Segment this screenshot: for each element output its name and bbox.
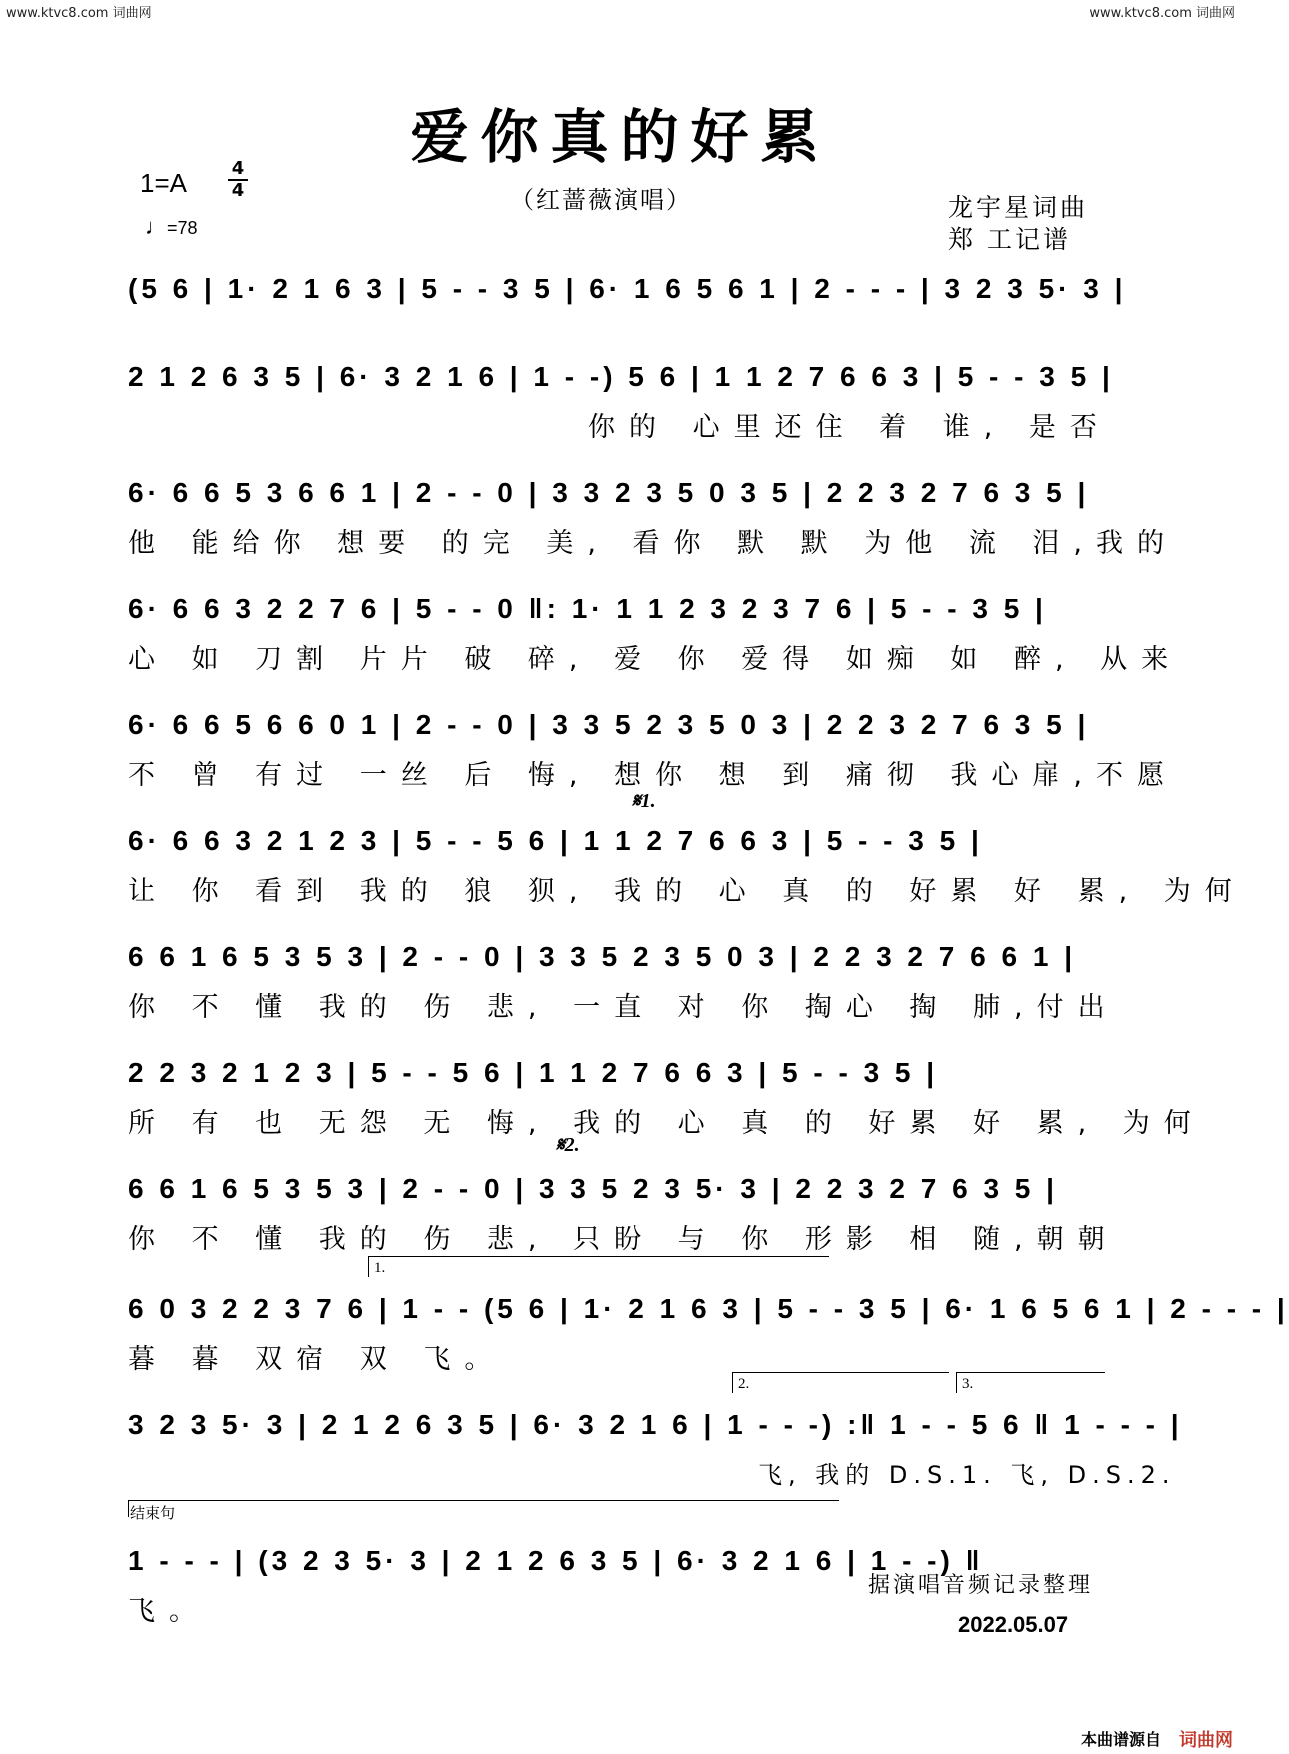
key-signature: 1=A <box>140 168 187 198</box>
notes-line: 6 0 3 2 2 3 7 6 | 1 - - (5 6 | 1· 2 1 6 3 | 5 - - 3 5 | 6· 1 6 5 6 1 | 2 - - - | <box>128 1293 1289 1324</box>
segno-1-marker: 𝄋1. <box>632 790 656 812</box>
notes-line: 6· 6 6 5 3 6 6 1 | 2 - - 0 | 3 3 2 3 5 0 3 5 | 2 2 3 2 7 6 3 5 | <box>128 477 1090 508</box>
score-row-8 <box>128 1048 1205 1142</box>
notes-line: 6 6 1 6 5 3 5 3 | 2 - - 0 | 3 3 5 2 3 5· 3 | 2 2 3 2 7 6 3 5 | <box>128 1173 1058 1204</box>
score-row-3 <box>128 468 1178 562</box>
source-label: 本曲谱源自 <box>1080 1730 1161 1749</box>
notes-line: 2 2 3 2 1 2 3 | 5 - - 5 6 | 1 1 2 7 6 6 3 | 5 - - 3 5 | <box>128 1057 939 1088</box>
notes-line: 3 2 3 5· 3 | 2 1 2 6 3 5 | 6· 3 2 1 6 | 1 - - -) :‖ 1 - - 5 6 ‖ 1 - - - | <box>128 1409 1183 1440</box>
performer: （红蔷薇演唱） <box>510 186 692 214</box>
watermark-right: www.ktvc8.com 词曲网 <box>1089 6 1235 21</box>
coda-label: 结束句 <box>130 1504 176 1522</box>
lyrics-line: 你 不 懂 我的 伤 悲, 一直 对 你 掏心 掏 肺,付出 <box>128 991 1119 1023</box>
lyrics-line: 不 曾 有过 一丝 后 悔, 想你 想 到 痛彻 我心扉,不愿 <box>128 759 1178 791</box>
brand-logo[interactable]: 词曲网 <box>1179 1730 1233 1751</box>
ending-3-label: 3. <box>962 1376 974 1392</box>
score-row-4 <box>128 584 1183 678</box>
quarter-note-icon: ♩ <box>145 214 167 239</box>
ending-1-bracket <box>368 1256 829 1277</box>
lyrics-line: 你 不 懂 我的 伤 悲, 只盼 与 你 形影 相 随,朝朝 <box>128 1223 1119 1255</box>
score-row-11 <box>128 1400 1183 1494</box>
lyrics-line: 飞。 <box>128 1595 210 1627</box>
coda-bracket <box>128 1500 839 1517</box>
lyrics-line: 你的 心里还住 着 谁, 是否 <box>588 411 1111 443</box>
ending-3-bracket <box>956 1372 1105 1393</box>
transcription-note: 据演唱音频记录整理 <box>868 1573 1094 1598</box>
ending-2-label: 2. <box>738 1376 750 1392</box>
notes-line: 6 6 1 6 5 3 5 3 | 2 - - 0 | 3 3 5 2 3 5 0 3 | 2 2 3 2 7 6 6 1 | <box>128 941 1077 972</box>
score-row-5 <box>128 700 1178 794</box>
notes-line: (5 6 | 1· 2 1 6 3 | 5 - - 3 5 | 6· 1 6 5 6 1 | 2 - - - | 3 2 3 5· 3 | <box>128 273 1127 304</box>
score-row-10 <box>128 1284 1289 1378</box>
lyrics-line: 暮 暮 双宿 双 飞。 <box>128 1343 506 1375</box>
notes-line: 6· 6 6 5 6 6 0 1 | 2 - - 0 | 3 3 5 2 3 5 0 3 | 2 2 3 2 7 6 3 5 | <box>128 709 1090 740</box>
notes-line: 1 - - - | (3 2 3 5· 3 | 2 1 2 6 3 5 | 6· 3 2 1 6 | 1 - -) ‖ <box>128 1545 984 1576</box>
score-row-2 <box>128 352 1118 446</box>
lyrics-line: 所 有 也 无怨 无 悔, 我的 心 真 的 好累 好 累, 为何 <box>128 1107 1205 1139</box>
time-signature-top: 4 <box>231 158 245 179</box>
time-signature <box>228 160 248 200</box>
notes-line: 6· 6 6 3 2 1 2 3 | 5 - - 5 6 | 1 1 2 7 6 6 3 | 5 - - 3 5 | <box>128 825 983 856</box>
score-row-9 <box>128 1164 1118 1258</box>
notes-line: 6· 6 6 3 2 2 7 6 | 5 - - 0 ‖: 1· 1 1 2 3 2 3 7 6 | 5 - - 3 5 | <box>128 593 1047 624</box>
lyrics-line: 飞, 我的 D.S.1. 飞, D.S.2. <box>758 1460 1176 1489</box>
ending-1-label: 1. <box>374 1260 386 1276</box>
segno-2-marker: 𝄋2. <box>556 1134 580 1156</box>
lyrics-line: 让 你 看到 我的 狼 狈, 我的 心 真 的 好累 好 累, 为何 <box>128 875 1246 907</box>
score-row-7 <box>128 932 1118 1026</box>
credit-lyrics-music: 龙宇星词曲 <box>948 193 1089 222</box>
watermark-left: www.ktvc8.com 词曲网 <box>6 6 152 21</box>
score-row-1 <box>128 264 1127 314</box>
notes-line: 2 1 2 6 3 5 | 6· 3 2 1 6 | 1 - -) 5 6 | 1 1 2 7 6 6 3 | 5 - - 3 5 | <box>128 361 1114 392</box>
lyrics-line: 心 如 刀割 片片 破 碎, 爱 你 爱得 如痴 如 醉, 从来 <box>128 643 1183 675</box>
ending-2-bracket <box>732 1372 949 1393</box>
credit-transcriber: 郑 工记谱 <box>948 225 1071 254</box>
score-row-6 <box>128 816 1246 910</box>
time-signature-bottom: 4 <box>231 180 245 201</box>
lyrics-line: 他 能给你 想要 的完 美, 看你 默 默 为他 流 泪,我的 <box>128 527 1178 559</box>
song-title: 爱你真的好累 <box>410 103 831 171</box>
transcription-date: 2022.05.07 <box>958 1612 1069 1637</box>
tempo-marking: ♩=78 <box>145 214 198 239</box>
